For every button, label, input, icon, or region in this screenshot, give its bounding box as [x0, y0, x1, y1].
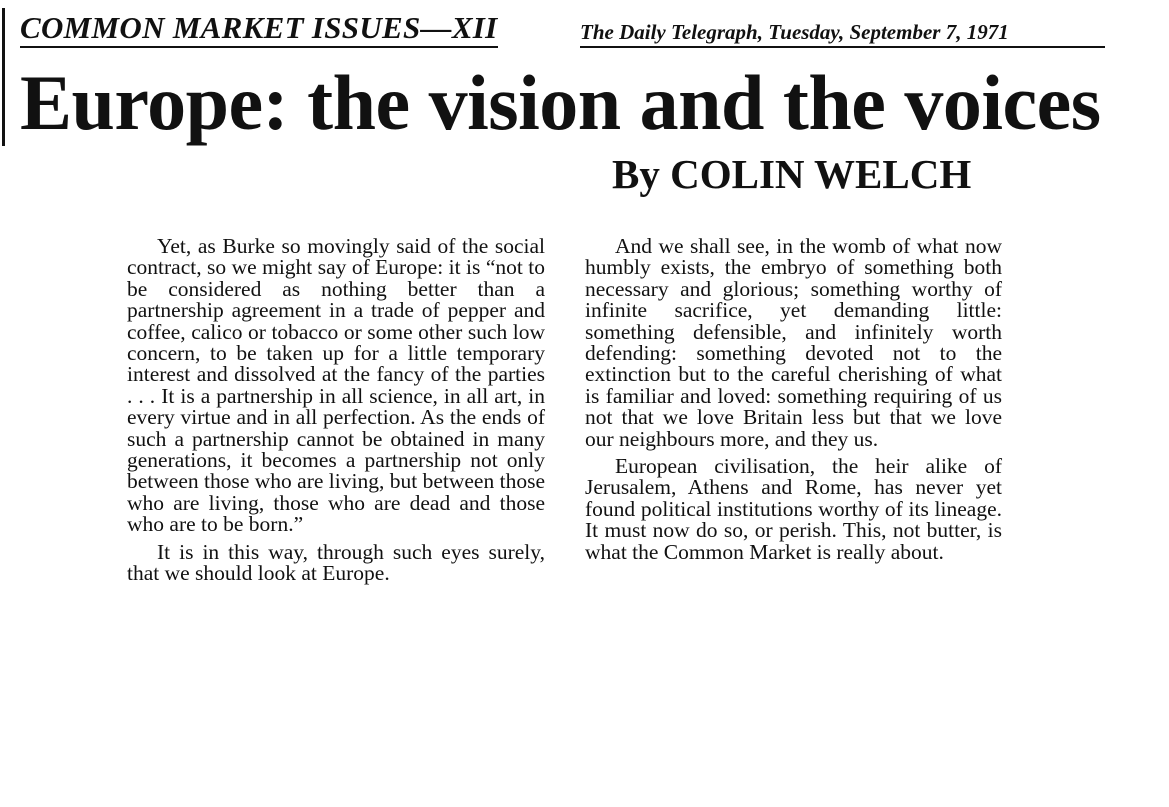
article-column-left [127, 236, 545, 591]
newspaper-dateline: The Daily Telegraph, Tuesday, September 7, 1971 [580, 20, 1009, 44]
article-headline: Europe: the vision and the voices [20, 59, 1101, 146]
series-underline [20, 46, 498, 48]
article-byline: By COLIN WELCH [612, 151, 972, 197]
margin-rule [2, 8, 5, 146]
article-paragraph: European civilisation, the heir alike of Jerusalem, Athens and Rome, has never yet found political institutions worthy of its lineage. It must now do so, or perish. This, not butter, is what the Common Market is really about. [585, 454, 1002, 564]
header-row [20, 10, 1105, 50]
article-paragraph: It is in this way, through such eyes surely, that we should look at Europe. [127, 539, 545, 586]
article-paragraph: And we shall see, in the womb of what now humbly exists, the embryo of something both necessary and glorious; something worthy of infinite sacrifice, yet demanding little: something defensible, and infinitely worth defending: something devoted not to the extinction but to the careful cherishing of what is familiar and loved: something requiring of us not that we love Britain less but that we love our neighbours more, and they us. [585, 234, 1002, 451]
article-paragraph: Yet, as Burke so movingly said of the social contract, so we might say of Europe: it is “not to be considered as nothing better than a partnership agreement in a trade of pepper and coffee, calico or tobacco or some other such low concern, to be taken up for a little temporary interest and dissolved at the fancy of the parties . . . It is a partnership in all science, in all art, in every virtue and in all perfection. As the ends of such a partnership cannot be obtained in many generations, it becomes a partnership not only between those who are living, but between those who are living, those who are dead and those who are to be born.” [127, 234, 545, 537]
article-column-right [585, 236, 1002, 569]
dateline-underline [580, 46, 1105, 48]
series-label: COMMON MARKET ISSUES—XII [20, 10, 498, 45]
